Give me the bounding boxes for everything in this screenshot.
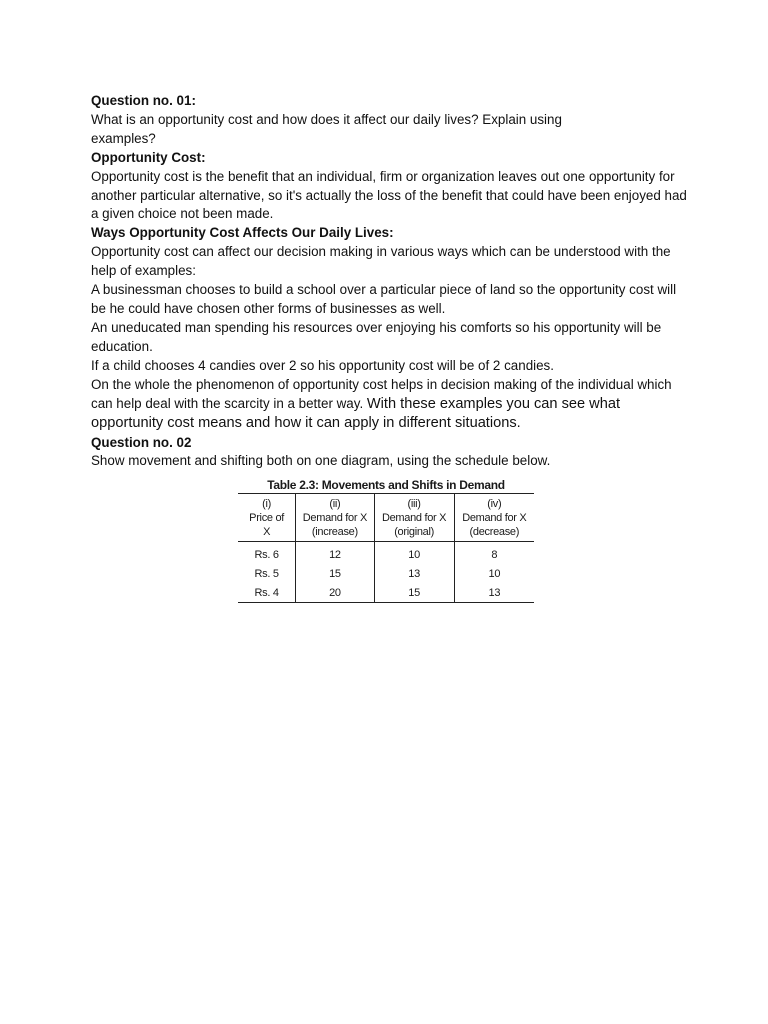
- conclusion-paragraph: [91, 376, 691, 434]
- header-line2: (increase): [311, 526, 358, 538]
- header-line1: Demand for X: [462, 512, 527, 524]
- header-line2: X: [263, 526, 271, 538]
- question-1-text-line1: What is an opportunity cost and how does it affect our daily lives? Explain using: [91, 111, 562, 127]
- table-row: [238, 583, 534, 603]
- table-header-row: [238, 494, 534, 542]
- demand-schedule-table-image: [238, 477, 534, 603]
- header-line1: Demand for X: [302, 512, 368, 524]
- cell-price: Rs. 5: [254, 567, 279, 580]
- cell-increase: 20: [296, 583, 374, 603]
- header-price: [238, 494, 296, 542]
- cell-original: 15: [374, 583, 454, 603]
- cell-decrease: 10: [454, 564, 534, 583]
- opportunity-cost-definition: Opportunity cost is the benefit that an individual, firm or organization leaves out one opportunity for another particular alternative, so it's actually the loss of the benefit that could have been enjoyed had a given choice not been made.: [91, 168, 687, 222]
- cell-original: 13: [374, 564, 454, 583]
- header-num: (i): [262, 498, 272, 510]
- example-candies: If a child chooses 4 candies over 2 so his opportunity cost will be of 2 candies.: [91, 357, 554, 373]
- header-num: (ii): [329, 498, 341, 510]
- ways-intro: Opportunity cost can affect our decision making in various ways which can be understood with the help of examples:: [91, 244, 671, 279]
- question-2-text: Show movement and shifting both on one diagram, using the schedule below.: [91, 453, 551, 469]
- opportunity-cost-heading: Opportunity Cost:: [91, 149, 206, 165]
- document-body: [91, 92, 691, 471]
- header-demand-decrease: [454, 494, 534, 542]
- demand-schedule-table: [238, 493, 534, 603]
- conclusion-text: On the whole the phenomenon of opportunity cost helps in decision making of the individual which can help deal with the scarcity in a better way.: [91, 376, 672, 411]
- example-uneducated-man: An uneducated man spending his resources over enjoying his comforts so his opportunity will be education.: [91, 319, 662, 354]
- header-num: (iv): [487, 498, 502, 510]
- cell-price: Rs. 6: [254, 548, 279, 561]
- table-row: [238, 564, 534, 583]
- question-1-text-line2: examples?: [91, 130, 156, 146]
- table-row: [238, 542, 534, 565]
- header-demand-original: [374, 494, 454, 542]
- example-businessman: A businessman chooses to build a school over a particular piece of land so the opportunity cost will be he could have chosen other forms of businesses as well.: [91, 282, 677, 316]
- ways-heading: Ways Opportunity Cost Affects Our Daily Lives:: [91, 225, 394, 241]
- header-line1: Price of: [249, 512, 285, 524]
- cell-increase: 15: [296, 564, 374, 583]
- question-2-heading: Question no. 02: [91, 434, 192, 450]
- conclusion-large-text: With these examples you can see what opportunity cost means and how it can apply in different situations.: [91, 395, 620, 431]
- cell-price: Rs. 4: [254, 586, 279, 599]
- table-title: Table 2.3: Movements and Shifts in Demand: [267, 478, 505, 492]
- header-line1: Demand for X: [381, 512, 447, 524]
- header-demand-increase: [296, 494, 374, 542]
- cell-original: 10: [374, 542, 454, 565]
- header-line2: (decrease): [469, 526, 520, 538]
- cell-decrease: 13: [454, 583, 534, 603]
- header-line2: (original): [394, 526, 434, 538]
- header-num: (iii): [407, 498, 421, 510]
- cell-decrease: 8: [454, 542, 534, 565]
- question-1-heading: Question no. 01:: [91, 93, 196, 108]
- cell-increase: 12: [296, 542, 374, 565]
